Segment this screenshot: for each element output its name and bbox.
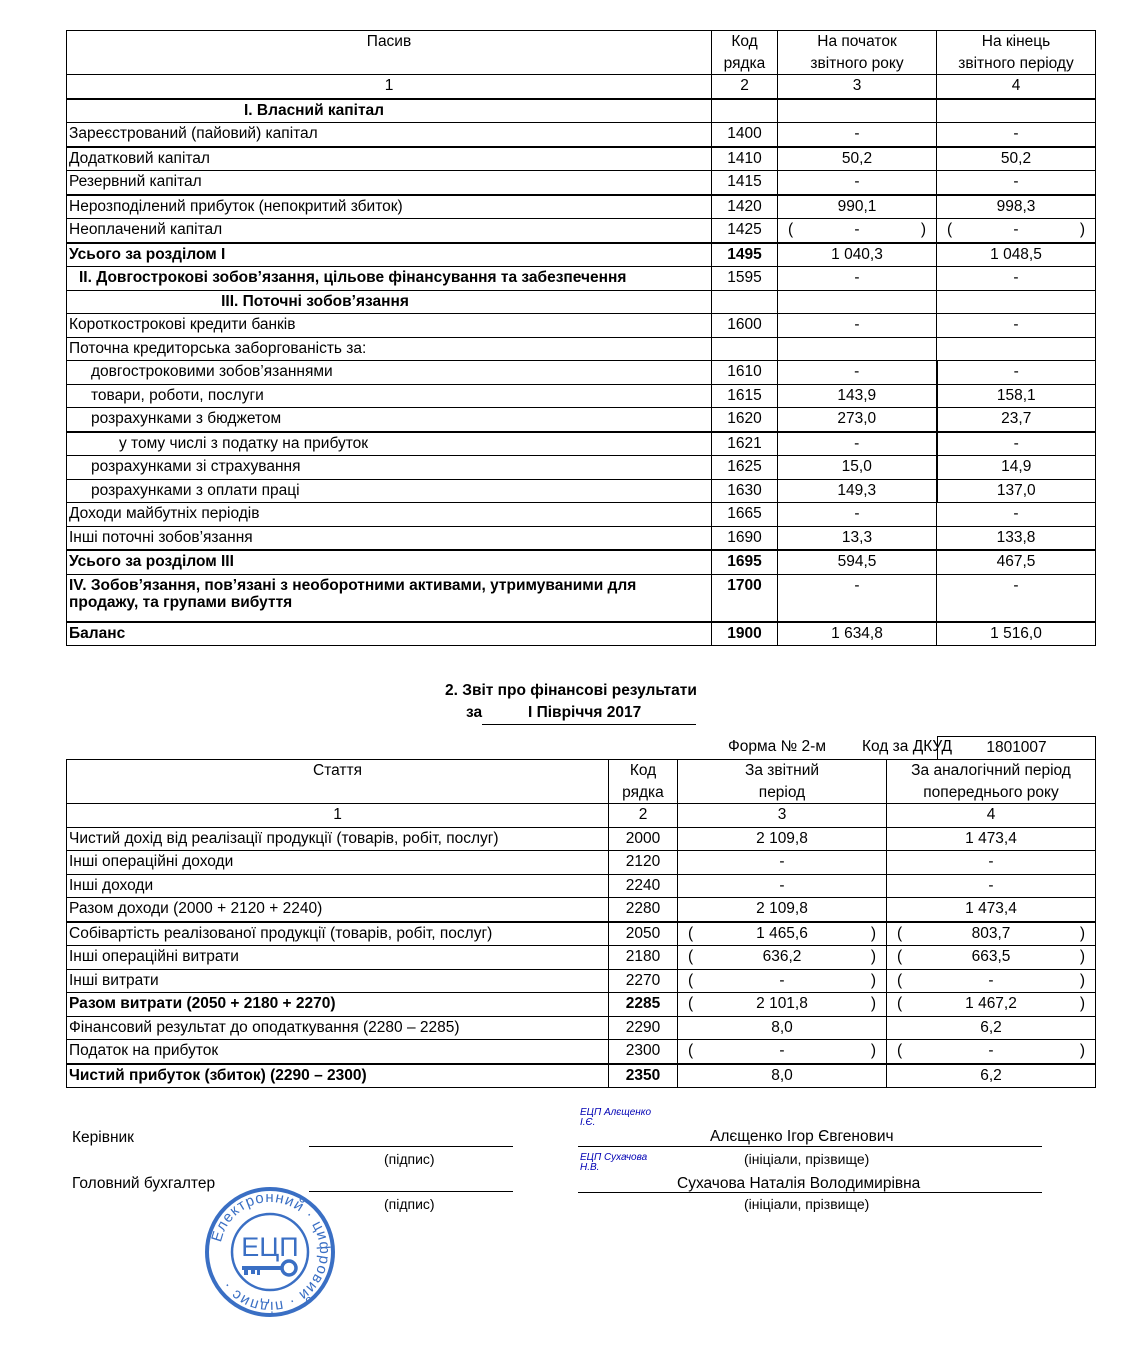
header-code — [712, 31, 778, 75]
row-previous: 1 473,4 — [887, 898, 1096, 922]
paren-open: ( — [688, 995, 694, 1013]
col-num-1: 1 — [67, 75, 712, 99]
col-num-3: 3 — [778, 75, 937, 99]
section-2-title: II. Довгострокові зобов’язання, цільове фінансування та забезпечення — [67, 267, 712, 291]
table-row — [67, 922, 1096, 946]
row-current-value: - — [779, 1042, 785, 1060]
total-row — [67, 550, 1096, 574]
row-current-value: 636,2 — [762, 948, 802, 966]
row-code: 2350 — [609, 1064, 678, 1088]
row-label: Податок на прибуток — [67, 1040, 609, 1064]
row-code: 2050 — [609, 922, 678, 946]
paren-open: ( — [688, 1042, 694, 1060]
row-current — [678, 922, 887, 946]
row-start: 13,3 — [778, 526, 937, 550]
table-row — [67, 874, 1096, 898]
row-code — [712, 337, 778, 361]
row-end — [937, 219, 1096, 243]
paren-close: ) — [870, 995, 876, 1013]
row-end: - — [937, 361, 1096, 385]
row-previous — [887, 993, 1096, 1017]
row-end: - — [937, 314, 1096, 338]
row-end — [937, 99, 1096, 123]
row-label: Інші операційні доходи — [67, 851, 609, 875]
stamp-ring-text: Електронний · цифровий · підпис · — [208, 1188, 334, 1316]
section-4-title-line1: IV. Зобов’язання, пов’язані з необоротними активами, утримуваними для — [69, 576, 637, 594]
row-start-value: - — [854, 221, 860, 239]
row-previous — [887, 969, 1096, 993]
row-code: 2000 — [609, 827, 678, 851]
header-pasyv: Пасив — [67, 31, 712, 75]
row-label: Доходи майбутніх періодів — [67, 503, 712, 527]
header-previous-line1: За аналогічний період — [911, 762, 1071, 779]
row-end: - — [937, 503, 1096, 527]
director-signature-caption: (підпис) — [384, 1151, 435, 1167]
column-number-row — [67, 804, 1096, 828]
row-current — [678, 969, 887, 993]
row-code: 1615 — [712, 384, 778, 408]
row-end: 467,5 — [937, 550, 1096, 574]
row-start: - — [778, 123, 937, 147]
table-row — [67, 384, 1096, 408]
header-start-line2: звітного року — [810, 54, 904, 72]
row-code: 1630 — [712, 479, 778, 503]
director-signature-line — [309, 1146, 513, 1147]
row-end: - — [937, 267, 1096, 291]
row-end: - — [937, 123, 1096, 147]
key-icon — [242, 1261, 296, 1275]
row-code: 2280 — [609, 898, 678, 922]
section-heading-row — [67, 99, 1096, 123]
section-1-title: I. Власний капітал — [67, 99, 712, 123]
row-code — [712, 290, 778, 314]
paren-close: ) — [920, 221, 926, 239]
row-start — [778, 219, 937, 243]
ecp-stamp-icon — [204, 1186, 336, 1318]
col-num-3: 3 — [678, 804, 887, 828]
row-code: 1610 — [712, 361, 778, 385]
row-start: 50,2 — [778, 147, 937, 171]
row-label: товари, роботи, послуги — [67, 384, 712, 408]
row-current — [678, 1040, 887, 1064]
paren-open: ( — [897, 971, 903, 989]
header-article: Стаття — [67, 760, 609, 804]
header-current-line1: За звітний — [744, 762, 820, 779]
row-end: 1 048,5 — [937, 243, 1096, 267]
row-previous: 6,2 — [887, 1016, 1096, 1040]
paren-open: ( — [897, 924, 903, 942]
accountant-ecp-mark — [580, 1153, 647, 1173]
row-current: 2 109,8 — [678, 827, 887, 851]
row-end — [937, 290, 1096, 314]
row-previous-value: - — [988, 971, 994, 989]
row-end: - — [937, 171, 1096, 195]
accountant-label: Головний бухгалтер — [72, 1175, 216, 1192]
row-label: у тому числі з податку на прибуток — [67, 432, 712, 456]
paren-close: ) — [1079, 1042, 1085, 1060]
row-current-value: 2 101,8 — [756, 995, 808, 1013]
row-end: 158,1 — [937, 384, 1096, 408]
row-code: 2290 — [609, 1016, 678, 1040]
table-row — [67, 147, 1096, 171]
row-label: Разом витрати (2050 + 2180 + 2270) — [67, 993, 609, 1017]
row-current: - — [678, 851, 887, 875]
table-header-row — [67, 760, 1096, 804]
header-code-line1: Код — [629, 762, 657, 779]
row-previous: - — [887, 851, 1096, 875]
row-code: 1621 — [712, 432, 778, 456]
paren-close: ) — [1079, 924, 1085, 942]
row-code: 2120 — [609, 851, 678, 875]
row-label: розрахунками зі страхування — [67, 456, 712, 480]
row-code: 1415 — [712, 171, 778, 195]
row-end-value: - — [1013, 221, 1019, 239]
row-code: 1420 — [712, 195, 778, 219]
table-row — [67, 526, 1096, 550]
header-current — [678, 760, 887, 804]
row-label: Зареєстрований (пайовий) капітал — [67, 123, 712, 147]
row-code: 1665 — [712, 503, 778, 527]
accountant-ecp-line2: Н.В. — [580, 1162, 600, 1173]
row-start: - — [778, 267, 937, 291]
row-current-value: - — [779, 971, 785, 989]
table-row — [67, 479, 1096, 503]
table-row — [67, 219, 1096, 243]
row-label: Баланс — [67, 622, 712, 646]
accountant-name: Сухачова Наталія Володимирівна — [677, 1175, 921, 1192]
period-prefix: за — [466, 704, 483, 721]
row-previous: - — [887, 874, 1096, 898]
column-number-row — [67, 75, 1096, 99]
director-label: Керівник — [72, 1129, 134, 1146]
row-end: - — [937, 574, 1096, 622]
header-previous — [887, 760, 1096, 804]
row-previous-value: - — [988, 1042, 994, 1060]
row-label: Резервний капітал — [67, 171, 712, 195]
row-current-value: 1 465,6 — [756, 924, 808, 942]
paren-open: ( — [688, 948, 694, 966]
row-code: 2180 — [609, 946, 678, 970]
row-label: Фінансовий результат до оподаткування (2280 – 2285) — [67, 1016, 609, 1040]
row-end — [937, 337, 1096, 361]
row-previous — [887, 922, 1096, 946]
total-row — [67, 243, 1096, 267]
accountant-name-line — [578, 1192, 1042, 1193]
table-row — [67, 337, 1096, 361]
income-statement-table — [66, 759, 1096, 1088]
period-field: I Півріччя 2017 — [482, 704, 696, 725]
dkud-code: 1801007 — [937, 736, 1096, 759]
row-previous: 1 473,4 — [887, 827, 1096, 851]
table-row — [67, 361, 1096, 385]
row-current: 8,0 — [678, 1064, 887, 1088]
row-code: 1495 — [712, 243, 778, 267]
row-label: Короткострокові кредити банків — [67, 314, 712, 338]
row-code: 1425 — [712, 219, 778, 243]
table-row — [67, 851, 1096, 875]
row-label: розрахунками з оплати праці — [67, 479, 712, 503]
row-code: 2300 — [609, 1040, 678, 1064]
accountant-ecp-line1: ЕЦП Сухачова — [580, 1152, 648, 1163]
row-previous-value: 663,5 — [971, 948, 1011, 966]
table-row — [67, 1040, 1096, 1064]
row-end: 133,8 — [937, 526, 1096, 550]
paren-open: ( — [897, 1042, 903, 1060]
accountant-name-caption: (ініціали, прізвище) — [744, 1196, 870, 1212]
paren-open: ( — [788, 221, 794, 239]
row-label: Нерозподілений прибуток (непокритий збиток) — [67, 195, 712, 219]
row-start — [778, 290, 937, 314]
row-previous-value: 1 467,2 — [965, 995, 1017, 1013]
row-code: 2240 — [609, 874, 678, 898]
director-name: Алєщенко Ігор Євгенович — [710, 1128, 894, 1145]
col-num-4: 4 — [937, 75, 1096, 99]
row-label: Інші поточні зобов’язання — [67, 526, 712, 550]
row-current — [678, 993, 887, 1017]
table-row — [67, 171, 1096, 195]
table-row — [67, 408, 1096, 432]
director-ecp-mark — [580, 1108, 651, 1128]
row-start: 1 040,3 — [778, 243, 937, 267]
row-end: 50,2 — [937, 147, 1096, 171]
director-ecp-line1: ЕЦП Алєщенко — [580, 1107, 652, 1118]
row-label: Поточна кредиторська заборгованість за: — [67, 337, 712, 361]
table-row — [67, 195, 1096, 219]
total-row — [67, 622, 1096, 646]
row-code: 1690 — [712, 526, 778, 550]
stamp-center-text: ЕЦП — [241, 1232, 299, 1262]
header-end — [937, 31, 1096, 75]
row-start: - — [778, 574, 937, 622]
row-code: 2285 — [609, 993, 678, 1017]
paren-open: ( — [897, 948, 903, 966]
row-start: 594,5 — [778, 550, 937, 574]
section-heading-row — [67, 290, 1096, 314]
row-code: 1620 — [712, 408, 778, 432]
table-row — [67, 432, 1096, 456]
balance-liabilities-table — [66, 30, 1096, 646]
row-end: 1 516,0 — [937, 622, 1096, 646]
header-code-line1: Код — [731, 33, 758, 50]
form-number: Форма № 2-м — [728, 738, 826, 755]
section-4-title — [67, 574, 712, 622]
row-code: 1600 — [712, 314, 778, 338]
row-code: 1900 — [712, 622, 778, 646]
row-current: 2 109,8 — [678, 898, 887, 922]
row-label: Неоплачений капітал — [67, 219, 712, 243]
row-code: 1700 — [712, 574, 778, 622]
row-label: Разом доходи (2000 + 2120 + 2240) — [67, 898, 609, 922]
row-start: 15,0 — [778, 456, 937, 480]
row-start: 990,1 — [778, 195, 937, 219]
row-current: 8,0 — [678, 1016, 887, 1040]
table-row — [67, 123, 1096, 147]
row-label: розрахунками з бюджетом — [67, 408, 712, 432]
table-header-row — [67, 31, 1096, 75]
row-end: 14,9 — [937, 456, 1096, 480]
row-code: 1595 — [712, 267, 778, 291]
paren-open: ( — [688, 971, 694, 989]
director-name-caption: (ініціали, прізвище) — [744, 1151, 870, 1167]
paren-close: ) — [870, 1042, 876, 1060]
section-3-title: III. Поточні зобов’язання — [67, 290, 712, 314]
row-end: 137,0 — [937, 479, 1096, 503]
total-row — [67, 1064, 1096, 1088]
paren-open: ( — [688, 924, 694, 942]
dkud-label: Код за ДКУД — [862, 738, 953, 755]
row-start: 1 634,8 — [778, 622, 937, 646]
row-start: 273,0 — [778, 408, 937, 432]
row-code: 1400 — [712, 123, 778, 147]
row-end: 998,3 — [937, 195, 1096, 219]
row-label: Собівартість реалізованої продукції (товарів, робіт, послуг) — [67, 922, 609, 946]
paren-close: ) — [870, 971, 876, 989]
paren-open: ( — [947, 221, 953, 239]
director-ecp-line2: І.Є. — [580, 1117, 596, 1128]
row-code: 1695 — [712, 550, 778, 574]
total-row — [67, 993, 1096, 1017]
row-previous — [887, 946, 1096, 970]
col-num-2: 2 — [609, 804, 678, 828]
header-current-line2: період — [758, 783, 806, 801]
row-label: Усього за розділом I — [67, 243, 712, 267]
row-current — [678, 946, 887, 970]
table-row — [67, 827, 1096, 851]
paren-close: ) — [870, 924, 876, 942]
paren-close: ) — [1079, 948, 1085, 966]
row-label: Інші доходи — [67, 874, 609, 898]
section-4-title-line2: продажу, та групами вибуття — [69, 593, 293, 611]
paren-close: ) — [1079, 971, 1085, 989]
row-start: - — [778, 314, 937, 338]
row-start: - — [778, 361, 937, 385]
row-start: 149,3 — [778, 479, 937, 503]
row-start: - — [778, 171, 937, 195]
header-code — [609, 760, 678, 804]
row-start: 143,9 — [778, 384, 937, 408]
header-start — [778, 31, 937, 75]
paren-close: ) — [870, 948, 876, 966]
row-current: - — [678, 874, 887, 898]
section-heading-row — [67, 267, 1096, 291]
row-label: Усього за розділом III — [67, 550, 712, 574]
row-previous: 6,2 — [887, 1064, 1096, 1088]
table-row — [67, 969, 1096, 993]
paren-close: ) — [1079, 221, 1085, 239]
row-previous-value: 803,7 — [971, 924, 1011, 942]
header-start-line1: На початок — [817, 33, 897, 50]
row-start: - — [778, 432, 937, 456]
table-row — [67, 503, 1096, 527]
director-name-line — [578, 1146, 1042, 1147]
table-row — [67, 1016, 1096, 1040]
paren-open: ( — [897, 995, 903, 1013]
row-end: 23,7 — [937, 408, 1096, 432]
row-code: 1625 — [712, 456, 778, 480]
row-label: Додатковий капітал — [67, 147, 712, 171]
table-row — [67, 898, 1096, 922]
row-end: - — [937, 432, 1096, 456]
row-start — [778, 337, 937, 361]
paren-close: ) — [1079, 995, 1085, 1013]
table-row — [67, 314, 1096, 338]
col-num-4: 4 — [887, 804, 1096, 828]
row-previous — [887, 1040, 1096, 1064]
row-code: 1410 — [712, 147, 778, 171]
row-label: Інші операційні витрати — [67, 946, 609, 970]
header-code-line2: рядка — [723, 54, 766, 72]
col-num-2: 2 — [712, 75, 778, 99]
row-label: Інші витрати — [67, 969, 609, 993]
row-label: довгостроковими зобов’язаннями — [67, 361, 712, 385]
accountant-signature-line — [309, 1191, 513, 1192]
row-label: Чистий прибуток (збиток) (2290 – 2300) — [67, 1064, 609, 1088]
col-num-1: 1 — [67, 804, 609, 828]
row-code: 2270 — [609, 969, 678, 993]
row-code — [712, 99, 778, 123]
header-previous-line2: попереднього року — [923, 783, 1059, 801]
row-start — [778, 99, 937, 123]
table-row — [67, 456, 1096, 480]
header-end-line2: звітного періоду — [958, 54, 1074, 72]
header-end-line1: На кінець — [981, 33, 1051, 50]
row-label: Чистий дохід від реалізації продукції (товарів, робіт, послуг) — [67, 827, 609, 851]
header-code-line2: рядка — [622, 783, 664, 801]
row-start: - — [778, 503, 937, 527]
table-row — [67, 946, 1096, 970]
income-statement-title: 2. Звіт про фінансові результати — [445, 682, 697, 699]
section-heading-row — [67, 574, 1096, 622]
accountant-signature-caption: (підпис) — [384, 1196, 435, 1212]
